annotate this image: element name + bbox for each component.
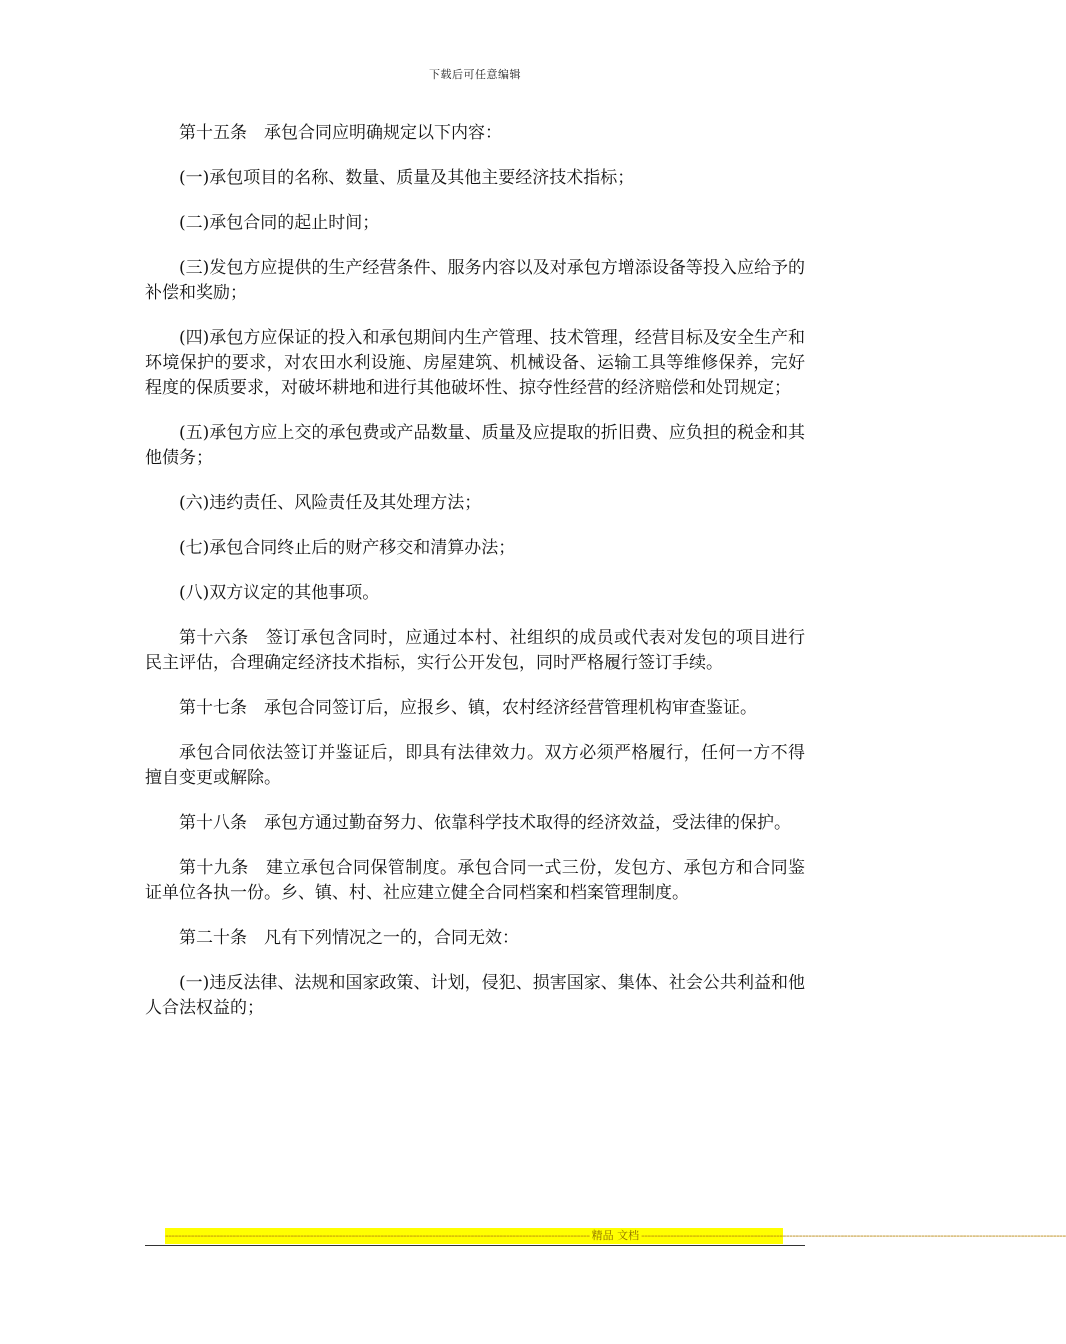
paragraph: 承包合同依法签订并鉴证后，即具有法律效力。双方必须严格履行，任何一方不得擅自变更或解除。 bbox=[145, 743, 805, 788]
paragraph: 第二十条 凡有下列情况之一的，合同无效： bbox=[179, 928, 519, 948]
paragraph: (四)承包方应保证的投入和承包期间内生产管理、技术管理，经营目标及安全生产和环境保护的要求，对农田水利设施、房屋建筑、机械设备、运输工具等维修保养，完好程度的保质要求，对破坏耕地和进行其他破坏性、掠夺性经营的经济赔偿和处罚规定； bbox=[145, 328, 805, 398]
paragraph: 第十六条 签订承包含同时，应通过本村、社组织的成员或代表对发包的项目进行民主评估，合理确定经济技术指标，实行公开发包，同时严格履行签订手续。 bbox=[145, 628, 805, 673]
footer-label: 精品 文档 bbox=[591, 1229, 640, 1242]
footer-banner bbox=[165, 1228, 1066, 1244]
paragraph: (一)承包项目的名称、数量、质量及其他主要经济技术指标； bbox=[179, 168, 635, 188]
document-body bbox=[145, 121, 805, 1041]
footer-dashes-right: ------------------------------------------------------------------------------------------------------------------------------------ bbox=[641, 1229, 1066, 1242]
footer-dashes-left: ------------------------------------------------------------------------------------------------------------------------------------ bbox=[165, 1229, 590, 1242]
paragraph: (六)违约责任、风险责任及其处理方法； bbox=[179, 493, 482, 513]
paragraph: (五)承包方应上交的承包费或产品数量、质量及应提取的折旧费、应负担的税金和其他债务； bbox=[145, 423, 805, 468]
paragraph: (一)违反法律、法规和国家政策、计划，侵犯、损害国家、集体、社会公共利益和他人合法权益的； bbox=[145, 973, 805, 1018]
paragraph: (二)承包合同的起止时间； bbox=[179, 213, 380, 233]
header-note: 下载后可任意编辑 bbox=[429, 68, 521, 81]
paragraph: (七)承包合同终止后的财产移交和清算办法； bbox=[179, 538, 516, 558]
paragraph: 第十八条 承包方通过勤奋努力、依靠科学技术取得的经济效益，受法律的保护。 bbox=[179, 813, 791, 833]
footer-divider bbox=[145, 1245, 805, 1246]
paragraph: 第十九条 建立承包合同保管制度。承包合同一式三份，发包方、承包方和合同鉴证单位各执一份。乡、镇、村、社应建立健全合同档案和档案管理制度。 bbox=[145, 858, 805, 903]
paragraph: 第十五条 承包合同应明确规定以下内容： bbox=[179, 123, 502, 143]
paragraph: 第十七条 承包合同签订后，应报乡、镇，农村经济经营管理机构审查鉴证。 bbox=[179, 698, 757, 718]
paragraph: (三)发包方应提供的生产经营条件、服务内容以及对承包方增添设备等投入应给予的补偿和奖励； bbox=[145, 258, 805, 303]
paragraph: (八)双方议定的其他事项。 bbox=[179, 583, 380, 603]
